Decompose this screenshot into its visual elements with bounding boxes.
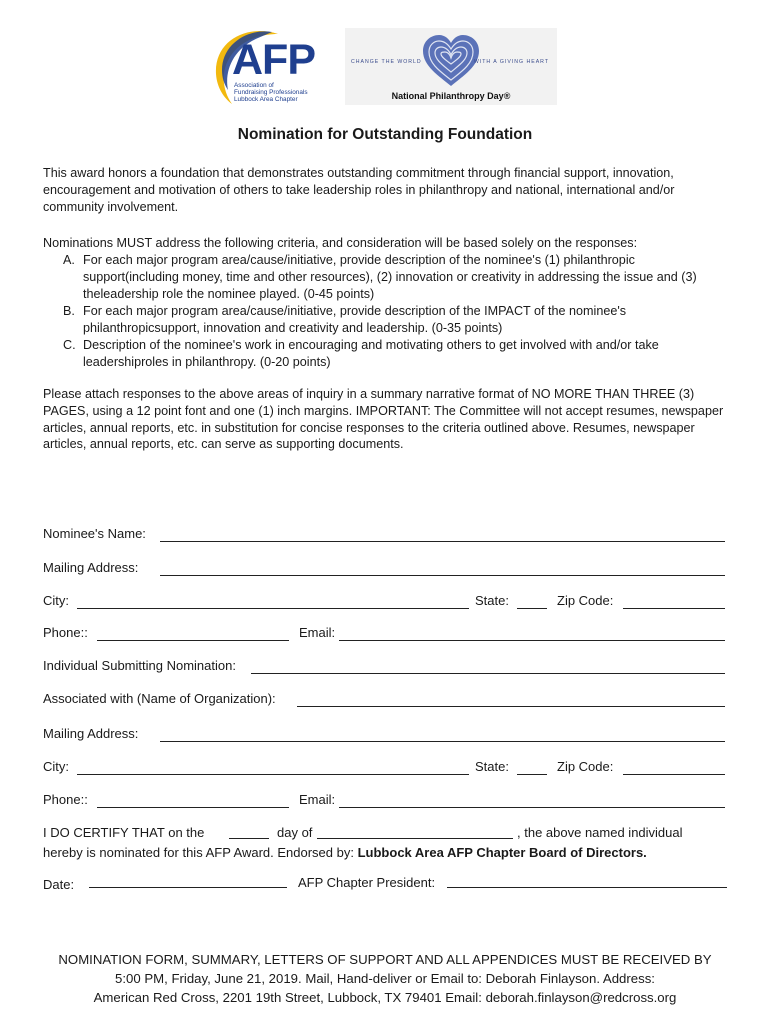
- date-label: Date:: [43, 877, 75, 892]
- fingerprint-heart-icon: [421, 34, 481, 88]
- zip-label: Zip Code:: [557, 593, 614, 608]
- npd-title: National Philanthropy Day®: [391, 91, 511, 101]
- criterion-text: For each major program area/cause/initiative, provide description of the nominee's (1) philanthropic support(including money, time and other resources), (2) innovation or creativity in addressing the issue and (3) theleadership role the nominee played. (0-45 points): [83, 253, 697, 301]
- certify-line-2: [43, 843, 647, 863]
- criterion-letter: B.: [63, 304, 75, 318]
- phone-email-row-2: [43, 792, 733, 812]
- intro-paragraph: This award honors a foundation that demonstrates outstanding commitment through financial support, innovation, encouragement and motivation of others to take leadership roles in philanthropy and national, international and/or community involvement.: [43, 166, 675, 214]
- footer-line: 5:00 PM, Friday, June 21, 2019. Mail, Hand-deliver or Email to: Deborah Finlayson. Address:: [115, 971, 655, 986]
- city-field-2[interactable]: [77, 774, 469, 775]
- organization-row: [43, 691, 733, 711]
- state-field-2[interactable]: [517, 774, 547, 775]
- mailing-address-row-2: [43, 726, 733, 746]
- certify-endorsed-text: hereby is nominated for this AFP Award. Endorsed by:: [43, 845, 354, 860]
- organization-field[interactable]: [297, 706, 725, 707]
- attachment-instructions: Please attach responses to the above areas of inquiry in a summary narrative format of NO MORE THAN THREE (3) PAGES, using a 12 point font and one (1) inch margins. IMPORTANT: The Committee will not accept resumes, newspaper articles, annual reports, etc. in substitution for concise responses to the criteria outlined above. Resumes, newspaper articles, annual reports, etc. can serve as supporting documents.: [43, 387, 724, 452]
- email-field-2[interactable]: [339, 807, 725, 808]
- certify-month-field[interactable]: [317, 838, 513, 839]
- criterion-text: For each major program area/cause/initiative, provide description of the IMPACT of the nominee's philanthropicsupport, innovation and creativity and leadership. (0-35 points): [83, 304, 627, 335]
- nominee-name-field[interactable]: [160, 541, 725, 542]
- mailing-address-label: Mailing Address:: [43, 726, 139, 741]
- email-label: Email:: [299, 625, 336, 640]
- afp-subtitle-line: Association of: [234, 82, 274, 89]
- mailing-address-row: [43, 560, 733, 580]
- phone-field-2[interactable]: [97, 807, 289, 808]
- certify-endorser: Lubbock Area AFP Chapter Board of Directors.: [357, 845, 647, 860]
- president-label: AFP Chapter President:: [298, 875, 436, 890]
- npd-tagline-left: CHANGE THE WORLD: [351, 59, 422, 65]
- submitter-row: [43, 658, 733, 678]
- city-label: City:: [43, 593, 69, 608]
- criterion-letter: A.: [63, 253, 75, 267]
- criteria-intro: Nominations MUST address the following criteria, and consideration will be based solely on the responses:: [43, 236, 638, 250]
- mailing-address-field-2[interactable]: [160, 741, 725, 742]
- afp-acronym: AFP: [232, 36, 315, 84]
- form-title: Nomination for Outstanding Foundation: [237, 126, 533, 143]
- city-state-zip-row: [43, 593, 733, 613]
- phone-label: Phone::: [43, 792, 88, 807]
- afp-subtitle-line: Fundraising Professionals: [234, 89, 308, 97]
- afp-subtitle: [234, 82, 308, 104]
- organization-label: Associated with (Name of Organization):: [43, 691, 276, 706]
- mailing-address-field[interactable]: [160, 575, 725, 576]
- date-field[interactable]: [89, 887, 287, 888]
- president-signature-field[interactable]: [447, 887, 727, 888]
- afp-subtitle-line: Lubbock Area Chapter: [234, 96, 298, 104]
- city-state-zip-row-2: [43, 759, 733, 779]
- phone-label: Phone::: [43, 625, 88, 640]
- zip-label: Zip Code:: [557, 759, 614, 774]
- nominee-name-label: Nominee's Name:: [43, 526, 146, 541]
- submitter-label: Individual Submitting Nomination:: [43, 658, 236, 673]
- npd-logo: [345, 28, 557, 105]
- email-label: Email:: [299, 792, 336, 807]
- footer-line: American Red Cross, 2201 19th Street, Lubbock, TX 79401 Email: deborah.finlayson@redcross.org: [93, 990, 677, 1005]
- zip-field-2[interactable]: [623, 774, 725, 775]
- mailing-address-label: Mailing Address:: [43, 560, 139, 575]
- email-field[interactable]: [339, 640, 725, 641]
- city-label: City:: [43, 759, 69, 774]
- criterion-text: Description of the nominee's work in encouraging and motivating others to get involved with and/or take leadershiproles in philanthropy. (0-20 points): [83, 338, 659, 369]
- state-label: State:: [475, 593, 509, 608]
- state-field[interactable]: [517, 608, 547, 609]
- afp-logo: [208, 26, 330, 108]
- submission-footer: [30, 950, 740, 1007]
- certify-text-1: I DO CERTIFY THAT on the: [43, 825, 205, 840]
- submitter-field[interactable]: [251, 673, 725, 674]
- phone-field[interactable]: [97, 640, 289, 641]
- zip-field[interactable]: [623, 608, 725, 609]
- npd-tagline-right: WITH A GIVING HEART: [473, 59, 549, 65]
- city-field[interactable]: [77, 608, 469, 609]
- certify-text-2: day of: [277, 825, 313, 840]
- phone-email-row: [43, 625, 733, 645]
- certify-text-3: , the above named individual: [517, 825, 683, 840]
- footer-line: NOMINATION FORM, SUMMARY, LETTERS OF SUPPORT AND ALL APPENDICES MUST BE RECEIVED BY: [58, 952, 712, 967]
- certify-day-field[interactable]: [229, 838, 269, 839]
- state-label: State:: [475, 759, 509, 774]
- criterion-letter: C.: [63, 338, 76, 352]
- nominee-name-row: [43, 526, 733, 546]
